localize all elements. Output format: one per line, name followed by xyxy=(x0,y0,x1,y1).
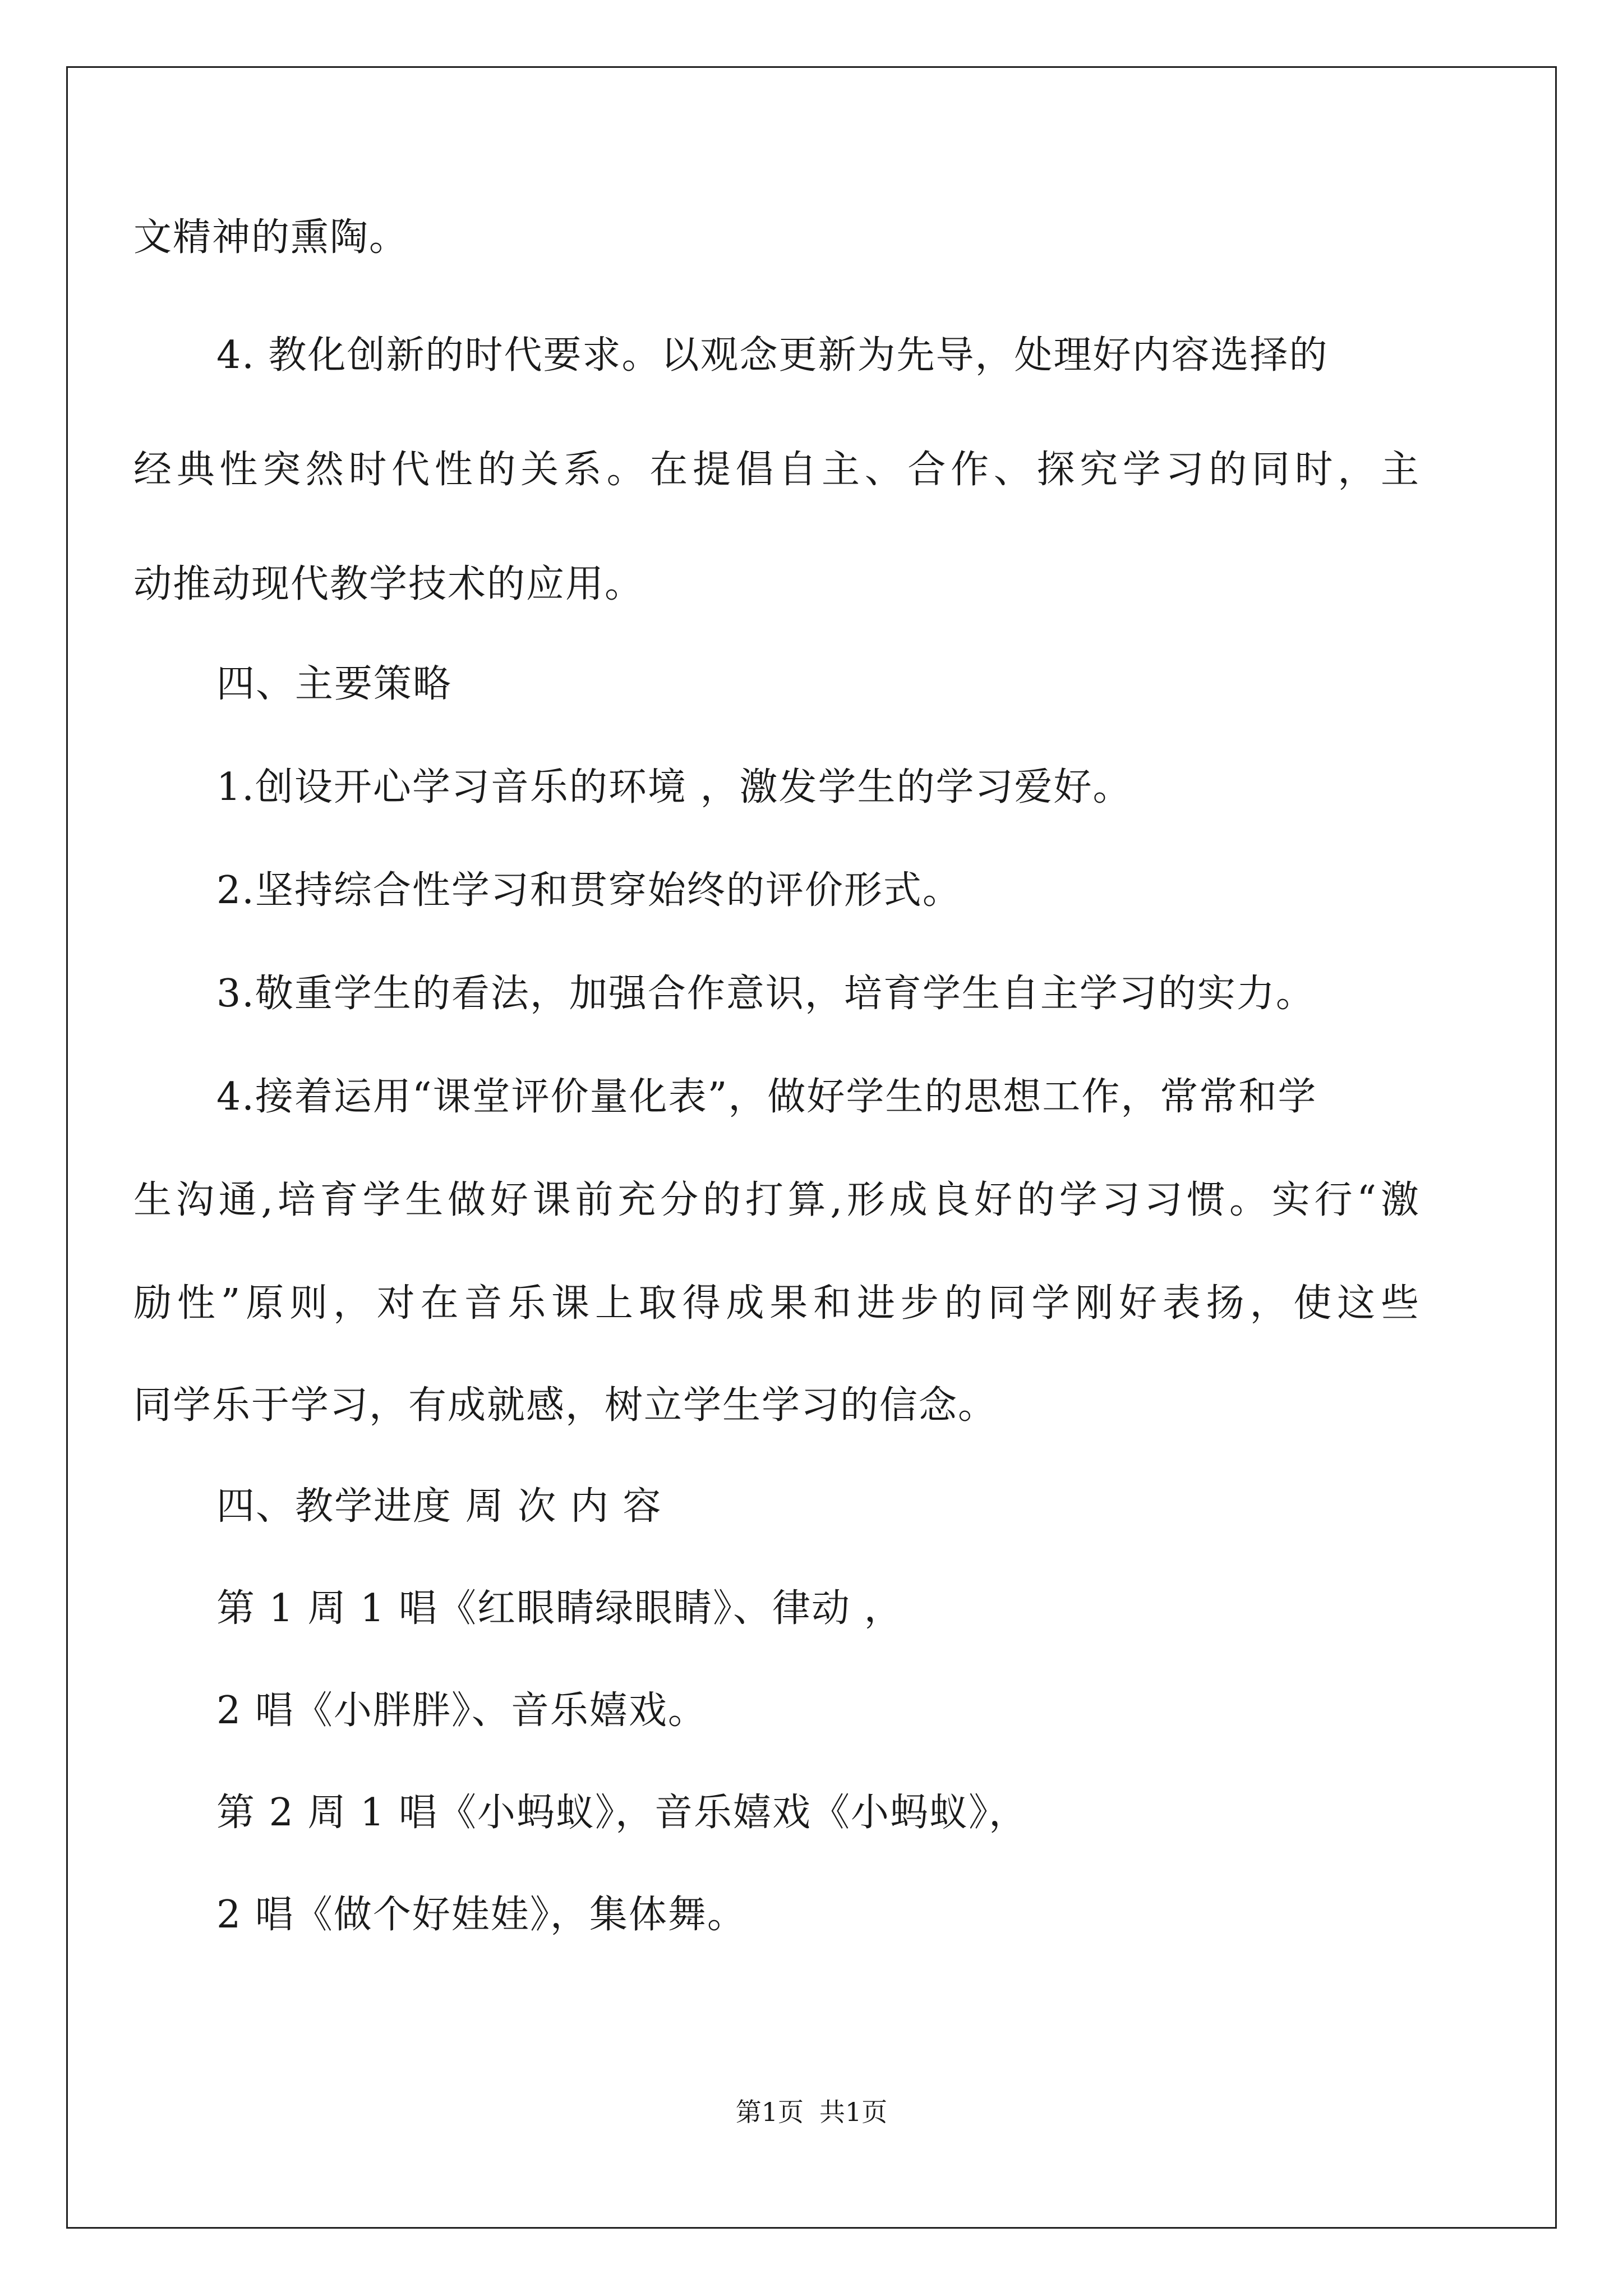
text-line: 3.敬重学生的看法，加强合作意识，培育学生自主学习的实力。 xyxy=(216,972,1315,1016)
text-line: 文精神的熏陶。 xyxy=(133,215,409,260)
page-total: 共1页 xyxy=(819,2097,888,2127)
text-line: 动推动现代教学技术的应用。 xyxy=(133,562,644,606)
section-heading: 四、主要策略 xyxy=(216,662,453,706)
text-line: 同学乐于学习，有成就感，树立学生学习的信念。 xyxy=(133,1383,998,1428)
schedule-line: 2 唱《小胖胖》、音乐嬉戏。 xyxy=(216,1688,707,1733)
text-line: 经典性突然时代性的关系。在提倡自主、合作、探究学习的同时，主 xyxy=(133,448,1420,492)
text-line: 1.创设开心学习音乐的环境 ，激发学生的学习爱好。 xyxy=(216,765,1132,809)
schedule-line: 第 1 周 1 唱《红眼睛绿眼睛》、律动 ， xyxy=(216,1586,903,1631)
schedule-line: 2 唱《做个好娃娃》，集体舞。 xyxy=(216,1893,746,1937)
text-line: 4. 教化创新的时代要求。以观念更新为先导，处理好内容选择的 xyxy=(216,333,1329,378)
text-line: 生沟通,培育学生做好课前充分的打算,形成良好的学习习惯。实行“激 xyxy=(133,1178,1420,1222)
text-line: 励性”原则，对在音乐课上取得成果和进步的同学刚好表扬，使这些 xyxy=(133,1281,1420,1326)
text-line: 2.坚持综合性学习和贯穿始终的评价形式。 xyxy=(216,868,962,913)
page-footer xyxy=(0,2095,1623,2129)
schedule-line: 第 2 周 1 唱《小蚂蚁》，音乐嬉戏《小蚂蚁》， xyxy=(216,1791,1028,1835)
text-line: 4.接着运用“课堂评价量化表”，做好学生的思想工作，常常和学 xyxy=(216,1075,1317,1119)
section-heading: 四、教学进度 周 次 内 容 xyxy=(216,1484,662,1529)
page-number: 第1页 xyxy=(735,2097,804,2127)
